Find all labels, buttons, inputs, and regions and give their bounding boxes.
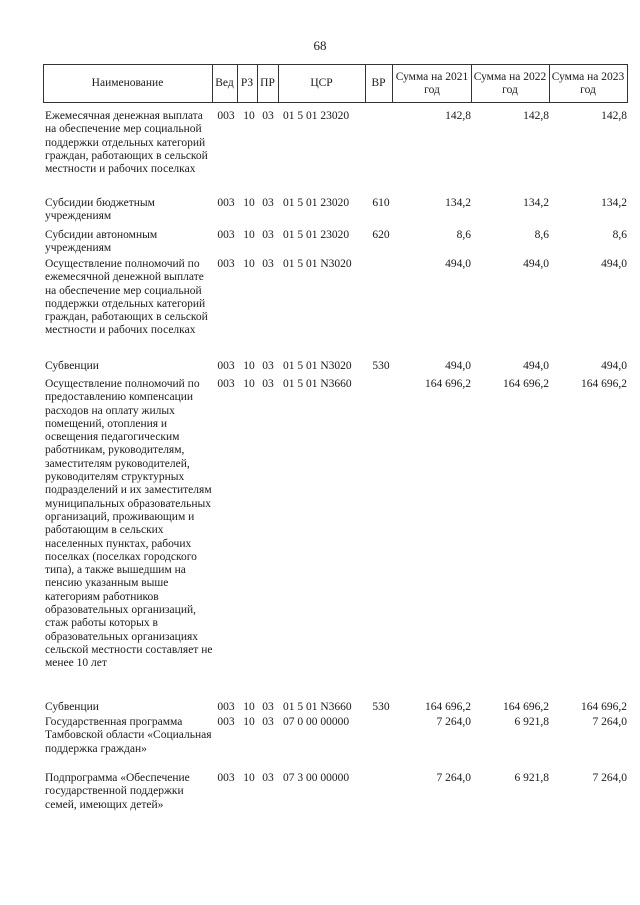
row-sum-2022: 494,0	[523, 360, 549, 372]
row-pr: 03	[262, 229, 274, 241]
row-sum-2022: 494,0	[523, 258, 549, 270]
row-rz: 10	[243, 110, 255, 122]
row-name: Осуществление полномочий по ежемесячной денежной выплате на обеспечение мер социальной поддержки отдельных категорий граждан, работающих в сельской местности и рабочих поселках	[45, 258, 208, 337]
page-number: 68	[313, 38, 327, 53]
header-name: Наименование	[91, 77, 164, 89]
row-sum-2021: 134,2	[445, 197, 471, 209]
row-sum-2021: 8,6	[456, 229, 471, 241]
row-sum-2023: 8,6	[612, 229, 627, 241]
row-pr: 03	[262, 197, 274, 209]
header-divider	[471, 64, 472, 103]
row-name: Субсидии бюджетным учреждениям	[45, 197, 155, 223]
row-csr: 01 5 01 N3020	[283, 258, 352, 270]
row-sum-2021: 7 264,0	[436, 716, 471, 728]
header-divider	[627, 64, 628, 103]
row-sum-2021: 494,0	[445, 258, 471, 270]
header-divider	[392, 64, 393, 103]
row-pr: 03	[262, 258, 274, 270]
row-sum-2023: 494,0	[601, 258, 627, 270]
row-ved: 003	[217, 360, 235, 372]
row-name: Ежемесячная денежная выплата на обеспечение мер социальной поддержки отдельных категорий граждан, работающих в сельской местности и рабочих поселках	[45, 110, 208, 176]
row-csr: 07 0 00 00000	[283, 716, 350, 728]
row-rz: 10	[243, 197, 255, 209]
row-name: Субвенции	[45, 360, 99, 372]
row-vr: 620	[372, 229, 390, 241]
row-sum-2023: 142,8	[601, 110, 627, 122]
row-csr: 07 3 00 00000	[283, 772, 350, 784]
row-csr: 01 5 01 23020	[283, 110, 350, 122]
header-sum-2021: Сумма на 2021 год	[395, 70, 469, 96]
row-csr: 01 5 01 N3660	[283, 378, 352, 390]
row-rz: 10	[243, 701, 255, 713]
row-sum-2023: 164 696,2	[581, 378, 627, 390]
header-divider	[549, 64, 550, 103]
row-sum-2021: 7 264,0	[436, 772, 471, 784]
row-sum-2023: 164 696,2	[581, 701, 627, 713]
row-sum-2023: 494,0	[601, 360, 627, 372]
row-rz: 10	[243, 360, 255, 372]
row-name: Осуществление полномочий по предоставлению компенсации расходов на оплату жилых помещений, отопления и освещения педагогическим работникам, руководителям, заместителям руководителей, руководителям структурных подразделений и их заместителям муниципальных образовательных организаций, проживающим и работающим в сельских населенных пунктах, рабочих поселках (поселках городского типа), а также вышедшим на пенсию указанным выше категориям работников образовательных организаций, стаж работы которых в образовательных организациях сельской местности составляет не менее 10 лет	[45, 378, 213, 670]
header-ved: Вед	[215, 77, 234, 89]
row-sum-2022: 164 696,2	[503, 378, 549, 390]
row-rz: 10	[243, 229, 255, 241]
header-csr: ЦСР	[310, 77, 333, 89]
row-sum-2021: 164 696,2	[425, 701, 471, 713]
header-sum-2022: Сумма на 2022 год	[473, 70, 547, 96]
row-ved: 003	[217, 772, 235, 784]
header-rz: РЗ	[240, 77, 254, 89]
row-ved: 003	[217, 378, 235, 390]
row-ved: 003	[217, 229, 235, 241]
row-sum-2021: 494,0	[445, 360, 471, 372]
row-sum-2023: 134,2	[601, 197, 627, 209]
row-vr: 610	[372, 197, 390, 209]
row-pr: 03	[262, 360, 274, 372]
row-rz: 10	[243, 258, 255, 270]
row-sum-2022: 142,8	[523, 110, 549, 122]
row-ved: 003	[217, 716, 235, 728]
header-sum-2023: Сумма на 2023 год	[551, 70, 625, 96]
row-sum-2021: 164 696,2	[425, 378, 471, 390]
row-ved: 003	[217, 258, 235, 270]
row-rz: 10	[243, 772, 255, 784]
row-csr: 01 5 01 N3020	[283, 360, 352, 372]
row-pr: 03	[262, 378, 274, 390]
row-sum-2022: 134,2	[523, 197, 549, 209]
row-name: Субсидии автономным учреждениям	[45, 229, 158, 255]
row-pr: 03	[262, 701, 274, 713]
row-csr: 01 5 01 N3660	[283, 701, 352, 713]
row-sum-2022: 6 921,8	[514, 716, 549, 728]
row-name: Государственная программа Тамбовской области «Социальная поддержка граждан»	[45, 716, 212, 755]
row-pr: 03	[262, 716, 274, 728]
row-ved: 003	[217, 197, 235, 209]
row-rz: 10	[243, 716, 255, 728]
row-csr: 01 5 01 23020	[283, 197, 350, 209]
row-vr: 530	[372, 701, 390, 713]
row-ved: 003	[217, 110, 235, 122]
row-sum-2022: 6 921,8	[514, 772, 549, 784]
row-sum-2022: 8,6	[534, 229, 549, 241]
table-header	[43, 64, 628, 103]
row-sum-2023: 7 264,0	[592, 772, 627, 784]
row-sum-2022: 164 696,2	[503, 701, 549, 713]
row-csr: 01 5 01 23020	[283, 229, 350, 241]
header-pr: ПР	[260, 77, 275, 89]
row-name: Подпрограмма «Обеспечение государственной поддержки семей, имеющих детей»	[45, 772, 190, 811]
row-pr: 03	[262, 772, 274, 784]
row-sum-2021: 142,8	[445, 110, 471, 122]
row-rz: 10	[243, 378, 255, 390]
row-vr: 530	[372, 360, 390, 372]
header-vr: ВР	[371, 77, 386, 89]
row-pr: 03	[262, 110, 274, 122]
row-sum-2023: 7 264,0	[592, 716, 627, 728]
row-name: Субвенции	[45, 701, 99, 713]
row-ved: 003	[217, 701, 235, 713]
